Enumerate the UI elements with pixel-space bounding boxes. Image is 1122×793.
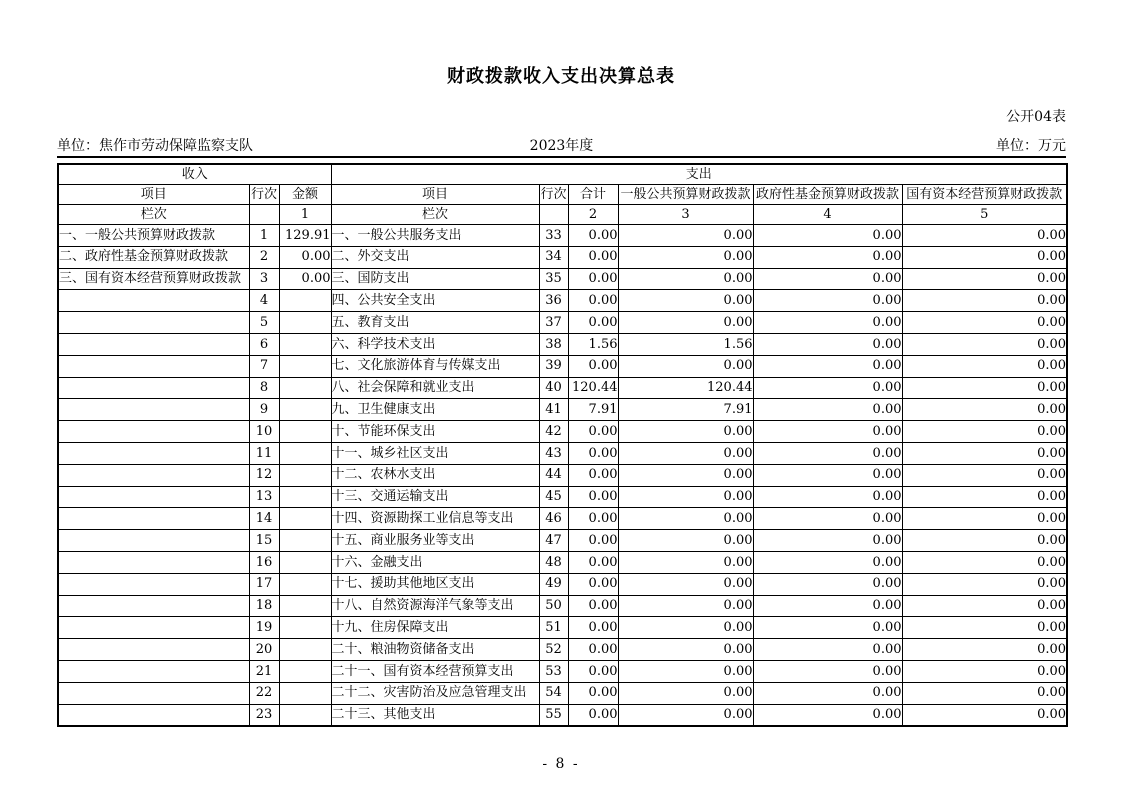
expense-line-cell: 54 <box>539 682 568 704</box>
table-row <box>58 639 1067 661</box>
general-budget-cell: 0.00 <box>618 704 753 726</box>
table-row <box>58 486 1067 508</box>
expense-total-cell: 0.00 <box>568 246 618 268</box>
expense-line-cell: 41 <box>539 399 568 421</box>
expense-total-cell: 1.56 <box>568 333 618 355</box>
general-budget-cell: 0.00 <box>618 442 753 464</box>
general-budget-cell: 0.00 <box>618 595 753 617</box>
general-budget-cell: 0.00 <box>618 530 753 552</box>
income-amount-cell: 0.00 <box>279 268 331 290</box>
expense-total-cell: 0.00 <box>568 225 618 247</box>
state-capital-cell: 0.00 <box>902 551 1067 573</box>
gov-fund-cell: 0.00 <box>753 333 902 355</box>
expense-item-cell: 六、科学技术支出 <box>331 333 539 355</box>
general-budget-cell: 120.44 <box>618 377 753 399</box>
income-line-cell: 11 <box>249 442 279 464</box>
income-amount-cell <box>279 312 331 334</box>
general-budget-header: 一般公共预算财政拨款 <box>618 185 753 205</box>
income-amount-cell <box>279 573 331 595</box>
expense-item-cell: 十三、交通运输支出 <box>331 486 539 508</box>
expense-item-cell: 一、一般公共服务支出 <box>331 225 539 247</box>
table-row <box>58 246 1067 268</box>
table-row <box>58 704 1067 726</box>
currency-unit-label: 单位：万元 <box>996 138 1066 154</box>
form-number-label: 公开04表 <box>1006 109 1066 125</box>
income-line-cell: 15 <box>249 530 279 552</box>
income-line-cell: 10 <box>249 421 279 443</box>
income-amount-cell: 129.91 <box>279 225 331 247</box>
expense-line-cell: 49 <box>539 573 568 595</box>
expense-total-cell: 0.00 <box>568 442 618 464</box>
expense-line-cell: 48 <box>539 551 568 573</box>
expense-line-cell: 50 <box>539 595 568 617</box>
state-capital-cell: 0.00 <box>902 704 1067 726</box>
gov-fund-cell: 0.00 <box>753 399 902 421</box>
income-line-cell: 18 <box>249 595 279 617</box>
table-row <box>58 377 1067 399</box>
expense-total-cell: 0.00 <box>568 421 618 443</box>
income-item-cell <box>58 704 249 726</box>
table-row <box>58 442 1067 464</box>
expense-lanci-label: 栏次 <box>331 205 539 225</box>
expense-total-cell: 0.00 <box>568 508 618 530</box>
expense-total-cell: 0.00 <box>568 704 618 726</box>
state-capital-cell: 0.00 <box>902 333 1067 355</box>
expense-total-cell: 0.00 <box>568 551 618 573</box>
expense-item-cell: 三、国防支出 <box>331 268 539 290</box>
state-capital-cell: 0.00 <box>902 225 1067 247</box>
expense-item-cell: 二、外交支出 <box>331 246 539 268</box>
expense-item-cell: 二十、粮油物资储备支出 <box>331 639 539 661</box>
expense-line-cell: 36 <box>539 290 568 312</box>
gov-fund-cell: 0.00 <box>753 421 902 443</box>
general-budget-cell: 0.00 <box>618 508 753 530</box>
expense-item-cell: 十四、资源勘探工业信息等支出 <box>331 508 539 530</box>
expense-line-cell: 37 <box>539 312 568 334</box>
gov-fund-cell: 0.00 <box>753 617 902 639</box>
gov-fund-cell: 0.00 <box>753 595 902 617</box>
expense-line-cell: 46 <box>539 508 568 530</box>
income-item-cell <box>58 595 249 617</box>
fiscal-summary-table <box>57 163 1068 727</box>
expense-total-cell: 0.00 <box>568 530 618 552</box>
income-item-header: 项目 <box>58 185 249 205</box>
state-capital-cell: 0.00 <box>902 595 1067 617</box>
general-budget-cell: 0.00 <box>618 225 753 247</box>
general-budget-cell: 0.00 <box>618 660 753 682</box>
income-item-cell <box>58 355 249 377</box>
income-item-cell <box>58 377 249 399</box>
expense-item-cell: 四、公共安全支出 <box>331 290 539 312</box>
gov-fund-cell: 0.00 <box>753 225 902 247</box>
expense-line-cell: 33 <box>539 225 568 247</box>
expense-total-cell: 0.00 <box>568 290 618 312</box>
expense-total-cell: 7.91 <box>568 399 618 421</box>
income-line-cell: 8 <box>249 377 279 399</box>
state-capital-cell: 0.00 <box>902 682 1067 704</box>
income-amount-cell <box>279 595 331 617</box>
empty-cell <box>249 205 279 225</box>
general-budget-cell: 0.00 <box>618 312 753 334</box>
state-capital-cell: 0.00 <box>902 660 1067 682</box>
expense-total-cell: 0.00 <box>568 355 618 377</box>
expense-line-cell: 35 <box>539 268 568 290</box>
expense-total-cell: 0.00 <box>568 464 618 486</box>
gov-fund-cell: 0.00 <box>753 268 902 290</box>
table-row <box>58 508 1067 530</box>
expense-line-cell: 55 <box>539 704 568 726</box>
expense-item-header: 项目 <box>331 185 539 205</box>
income-amount-cell <box>279 421 331 443</box>
gov-fund-cell: 0.00 <box>753 355 902 377</box>
gov-fund-cell: 0.00 <box>753 551 902 573</box>
table-row <box>58 421 1067 443</box>
column-number-1: 1 <box>279 205 331 225</box>
income-item-cell: 三、国有资本经营预算财政拨款 <box>58 268 249 290</box>
income-line-cell: 4 <box>249 290 279 312</box>
income-line-cell: 13 <box>249 486 279 508</box>
expense-item-cell: 五、教育支出 <box>331 312 539 334</box>
income-amount-cell <box>279 660 331 682</box>
expense-total-cell: 120.44 <box>568 377 618 399</box>
gov-fund-cell: 0.00 <box>753 682 902 704</box>
expense-item-cell: 十七、援助其他地区支出 <box>331 573 539 595</box>
income-amount-cell <box>279 551 331 573</box>
table-row <box>58 551 1067 573</box>
general-budget-cell: 0.00 <box>618 639 753 661</box>
income-item-cell <box>58 312 249 334</box>
state-capital-cell: 0.00 <box>902 617 1067 639</box>
expense-line-cell: 51 <box>539 617 568 639</box>
table-row <box>58 595 1067 617</box>
income-line-header: 行次 <box>249 185 279 205</box>
general-budget-cell: 0.00 <box>618 486 753 508</box>
expense-total-cell: 0.00 <box>568 660 618 682</box>
expense-total-cell: 0.00 <box>568 312 618 334</box>
state-capital-cell: 0.00 <box>902 486 1067 508</box>
general-budget-cell: 0.00 <box>618 355 753 377</box>
page-number: - 8 - <box>542 756 580 772</box>
income-amount-cell <box>279 399 331 421</box>
income-line-cell: 22 <box>249 682 279 704</box>
general-budget-cell: 1.56 <box>618 333 753 355</box>
expense-total-cell: 0.00 <box>568 268 618 290</box>
state-capital-cell: 0.00 <box>902 639 1067 661</box>
table-row <box>58 268 1067 290</box>
expense-total-header: 合计 <box>568 185 618 205</box>
empty-cell <box>539 205 568 225</box>
income-amount-cell <box>279 508 331 530</box>
income-item-cell: 一、一般公共预算财政拨款 <box>58 225 249 247</box>
state-capital-cell: 0.00 <box>902 508 1067 530</box>
table-row <box>58 660 1067 682</box>
gov-fund-cell: 0.00 <box>753 312 902 334</box>
income-item-cell <box>58 290 249 312</box>
expense-item-cell: 九、卫生健康支出 <box>331 399 539 421</box>
expense-line-cell: 34 <box>539 246 568 268</box>
income-item-cell <box>58 421 249 443</box>
expense-item-cell: 八、社会保障和就业支出 <box>331 377 539 399</box>
expense-total-cell: 0.00 <box>568 595 618 617</box>
state-capital-cell: 0.00 <box>902 573 1067 595</box>
gov-fund-cell: 0.00 <box>753 573 902 595</box>
state-capital-cell: 0.00 <box>902 290 1067 312</box>
income-item-cell <box>58 464 249 486</box>
expense-item-cell: 二十三、其他支出 <box>331 704 539 726</box>
income-item-cell <box>58 399 249 421</box>
gov-fund-cell: 0.00 <box>753 246 902 268</box>
table-row <box>58 290 1067 312</box>
expense-line-cell: 52 <box>539 639 568 661</box>
expense-item-cell: 十二、农林水支出 <box>331 464 539 486</box>
income-line-cell: 3 <box>249 268 279 290</box>
general-budget-cell: 0.00 <box>618 617 753 639</box>
table-row <box>58 682 1067 704</box>
expense-item-cell: 七、文化旅游体育与传媒支出 <box>331 355 539 377</box>
expense-total-cell: 0.00 <box>568 617 618 639</box>
income-line-cell: 16 <box>249 551 279 573</box>
table-row <box>58 312 1067 334</box>
general-budget-cell: 0.00 <box>618 421 753 443</box>
general-budget-cell: 0.00 <box>618 290 753 312</box>
table-row <box>58 333 1067 355</box>
column-header-row <box>58 185 1067 205</box>
expense-line-header: 行次 <box>539 185 568 205</box>
income-item-cell <box>58 639 249 661</box>
expense-line-cell: 42 <box>539 421 568 443</box>
income-amount-header: 金额 <box>279 185 331 205</box>
state-capital-cell: 0.00 <box>902 421 1067 443</box>
state-capital-cell: 0.00 <box>902 464 1067 486</box>
expense-line-cell: 43 <box>539 442 568 464</box>
income-line-cell: 7 <box>249 355 279 377</box>
expense-line-cell: 45 <box>539 486 568 508</box>
expense-item-cell: 二十二、灾害防治及应急管理支出 <box>331 682 539 704</box>
state-capital-cell: 0.00 <box>902 355 1067 377</box>
table-row <box>58 573 1067 595</box>
state-capital-header: 国有资本经营预算财政拨款 <box>902 185 1067 205</box>
gov-fund-cell: 0.00 <box>753 508 902 530</box>
expense-line-cell: 47 <box>539 530 568 552</box>
expense-line-cell: 39 <box>539 355 568 377</box>
gov-fund-cell: 0.00 <box>753 530 902 552</box>
general-budget-cell: 0.00 <box>618 551 753 573</box>
income-line-cell: 6 <box>249 333 279 355</box>
expense-section-header: 支出 <box>331 164 1067 185</box>
gov-fund-header: 政府性基金预算财政拨款 <box>753 185 902 205</box>
income-line-cell: 12 <box>249 464 279 486</box>
table-row <box>58 464 1067 486</box>
state-capital-cell: 0.00 <box>902 268 1067 290</box>
expense-line-cell: 53 <box>539 660 568 682</box>
expense-item-cell: 十六、金融支出 <box>331 551 539 573</box>
income-amount-cell <box>279 617 331 639</box>
income-line-cell: 9 <box>249 399 279 421</box>
income-amount-cell <box>279 704 331 726</box>
income-item-cell <box>58 682 249 704</box>
income-item-cell <box>58 442 249 464</box>
table-body <box>58 225 1067 727</box>
income-lanci-label: 栏次 <box>58 205 249 225</box>
gov-fund-cell: 0.00 <box>753 464 902 486</box>
gov-fund-cell: 0.00 <box>753 660 902 682</box>
unit-info-row <box>57 137 1066 158</box>
column-number-5: 5 <box>902 205 1067 225</box>
income-amount-cell <box>279 377 331 399</box>
income-line-cell: 2 <box>249 246 279 268</box>
column-number-2: 2 <box>568 205 618 225</box>
income-item-cell <box>58 617 249 639</box>
state-capital-cell: 0.00 <box>902 246 1067 268</box>
gov-fund-cell: 0.00 <box>753 704 902 726</box>
expense-total-cell: 0.00 <box>568 573 618 595</box>
income-item-cell <box>58 508 249 530</box>
table-row <box>58 399 1067 421</box>
state-capital-cell: 0.00 <box>902 530 1067 552</box>
income-section-header: 收入 <box>58 164 331 185</box>
income-item-cell <box>58 333 249 355</box>
general-budget-cell: 0.00 <box>618 464 753 486</box>
expense-item-cell: 二十一、国有资本经营预算支出 <box>331 660 539 682</box>
income-item-cell <box>58 530 249 552</box>
income-item-cell <box>58 660 249 682</box>
income-item-cell: 二、政府性基金预算财政拨款 <box>58 246 249 268</box>
income-line-cell: 21 <box>249 660 279 682</box>
expense-total-cell: 0.00 <box>568 486 618 508</box>
gov-fund-cell: 0.00 <box>753 290 902 312</box>
income-line-cell: 20 <box>249 639 279 661</box>
expense-line-cell: 40 <box>539 377 568 399</box>
expense-line-cell: 38 <box>539 333 568 355</box>
general-budget-cell: 0.00 <box>618 268 753 290</box>
table-row <box>58 530 1067 552</box>
income-amount-cell <box>279 290 331 312</box>
income-amount-cell <box>279 530 331 552</box>
income-line-cell: 14 <box>249 508 279 530</box>
income-amount-cell <box>279 333 331 355</box>
page-title: 财政拨款收入支出决算总表 <box>447 66 675 87</box>
column-number-row <box>58 205 1067 225</box>
income-item-cell <box>58 486 249 508</box>
table-row <box>58 225 1067 247</box>
income-line-cell: 17 <box>249 573 279 595</box>
income-item-cell <box>58 573 249 595</box>
income-amount-cell <box>279 639 331 661</box>
gov-fund-cell: 0.00 <box>753 442 902 464</box>
expense-item-cell: 十九、住房保障支出 <box>331 617 539 639</box>
expense-item-cell: 十八、自然资源海洋气象等支出 <box>331 595 539 617</box>
column-number-3: 3 <box>618 205 753 225</box>
income-amount-cell <box>279 442 331 464</box>
gov-fund-cell: 0.00 <box>753 377 902 399</box>
state-capital-cell: 0.00 <box>902 312 1067 334</box>
income-amount-cell <box>279 486 331 508</box>
state-capital-cell: 0.00 <box>902 399 1067 421</box>
income-line-cell: 1 <box>249 225 279 247</box>
income-line-cell: 23 <box>249 704 279 726</box>
expense-line-cell: 44 <box>539 464 568 486</box>
section-header-row <box>58 164 1067 185</box>
expense-total-cell: 0.00 <box>568 682 618 704</box>
expense-item-cell: 十一、城乡社区支出 <box>331 442 539 464</box>
gov-fund-cell: 0.00 <box>753 486 902 508</box>
income-item-cell <box>58 551 249 573</box>
general-budget-cell: 0.00 <box>618 573 753 595</box>
income-line-cell: 5 <box>249 312 279 334</box>
general-budget-cell: 7.91 <box>618 399 753 421</box>
income-line-cell: 19 <box>249 617 279 639</box>
income-amount-cell <box>279 464 331 486</box>
expense-item-cell: 十五、商业服务业等支出 <box>331 530 539 552</box>
gov-fund-cell: 0.00 <box>753 639 902 661</box>
general-budget-cell: 0.00 <box>618 246 753 268</box>
income-amount-cell: 0.00 <box>279 246 331 268</box>
fiscal-year-label: 2023年度 <box>529 138 594 154</box>
table-row <box>58 617 1067 639</box>
state-capital-cell: 0.00 <box>902 377 1067 399</box>
table-row <box>58 355 1067 377</box>
income-amount-cell <box>279 682 331 704</box>
organization-name: 单位：焦作市劳动保障监察支队 <box>57 138 253 154</box>
expense-item-cell: 十、节能环保支出 <box>331 421 539 443</box>
expense-total-cell: 0.00 <box>568 639 618 661</box>
income-amount-cell <box>279 355 331 377</box>
column-number-4: 4 <box>753 205 902 225</box>
state-capital-cell: 0.00 <box>902 442 1067 464</box>
general-budget-cell: 0.00 <box>618 682 753 704</box>
